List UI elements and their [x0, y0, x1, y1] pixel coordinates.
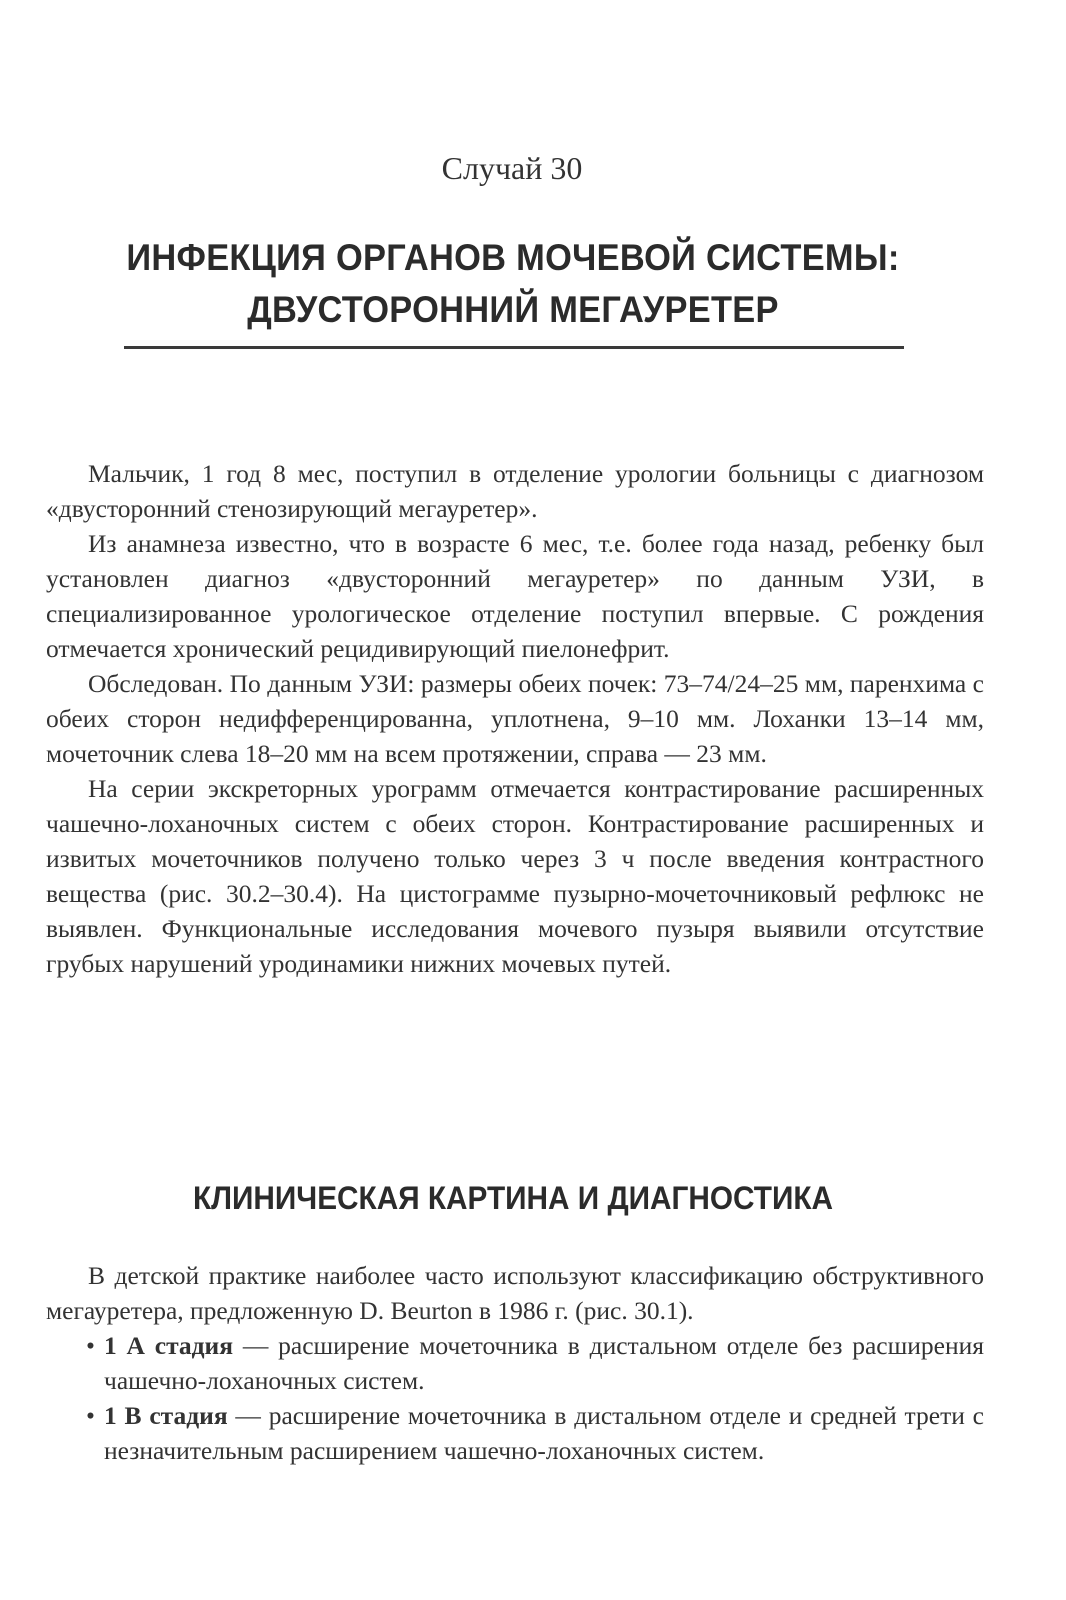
stage-name: 1 В стадия [104, 1401, 228, 1430]
bullet-icon: • [86, 1331, 95, 1360]
intro-paragraph: Из анамнеза известно, что в возрасте 6 мес, т.е. более года назад, ребенку был установлен диагноз «двусторонний мегауретер» по данным УЗИ, в специализированное урологическое отделение поступил впервые. С рождения отмечается хронический рецидивирующий пиелонефрит. [46, 529, 984, 663]
stage-item [46, 1328, 984, 1398]
title-underline-rule [124, 346, 904, 349]
chapter-title [92, 232, 935, 336]
stage-text: — расширение мочеточника в дистальном отделе без расширения чашечно-лоханочных систем. [104, 1331, 984, 1395]
chapter-title-line-2: ДВУСТОРОННИЙ МЕГАУРЕТЕР [247, 289, 779, 330]
case-label: Случай 30 [441, 150, 583, 186]
intro-paragraph: Обследован. По данным УЗИ: размеры обеих почек: 73–74/24–25 мм, паренхима с обеих сторон недифференцированна, уплотнена, 9–10 мм. Лоханки 13–14 мм, мочеточник слева 18–20 мм на всем протяжении, справа — 23 мм. [46, 669, 984, 768]
intro-paragraph: Мальчик, 1 год 8 мес, поступил в отделение урологии больницы с диагнозом «двусторонний стенозирующий мегауретер». [46, 459, 984, 523]
section-body [46, 1258, 984, 1468]
stage-item [46, 1398, 984, 1468]
case-description [46, 456, 984, 981]
section-heading: КЛИНИЧЕСКАЯ КАРТИНА И ДИАГНОСТИКА [192, 1180, 834, 1216]
chapter-title-line-1: ИНФЕКЦИЯ ОРГАНОВ МОЧЕВОЙ СИСТЕМЫ: [126, 237, 900, 278]
stage-list [46, 1328, 984, 1468]
bullet-icon: • [86, 1401, 95, 1430]
stage-name: 1 А стадия [104, 1331, 234, 1360]
intro-paragraph: На серии экскреторных урограмм отмечается контрастирование расширенных чашечно-лоханочных систем с обеих сторон. Контрастирование расширенных и извитых мочеточников получено только через 3 ч после введения контрастного вещества (рис. 30.2–30.4). На цистограмме пузырно-мочеточниковый рефлюкс не выявлен. Функциональные исследования мочевого пузыря выявили отсутствие грубых нарушений уродинамики нижних мочевых путей. [46, 774, 984, 978]
stage-text: — расширение мочеточника в дистальном отделе и средней трети с незначительным расширением чашечно-лоханочных систем. [104, 1401, 984, 1465]
section-paragraph: В детской практике наиболее часто используют классификацию обструктивного мегауретера, предложенную D. Beurton в 1986 г. (рис. 30.1). [46, 1261, 984, 1325]
